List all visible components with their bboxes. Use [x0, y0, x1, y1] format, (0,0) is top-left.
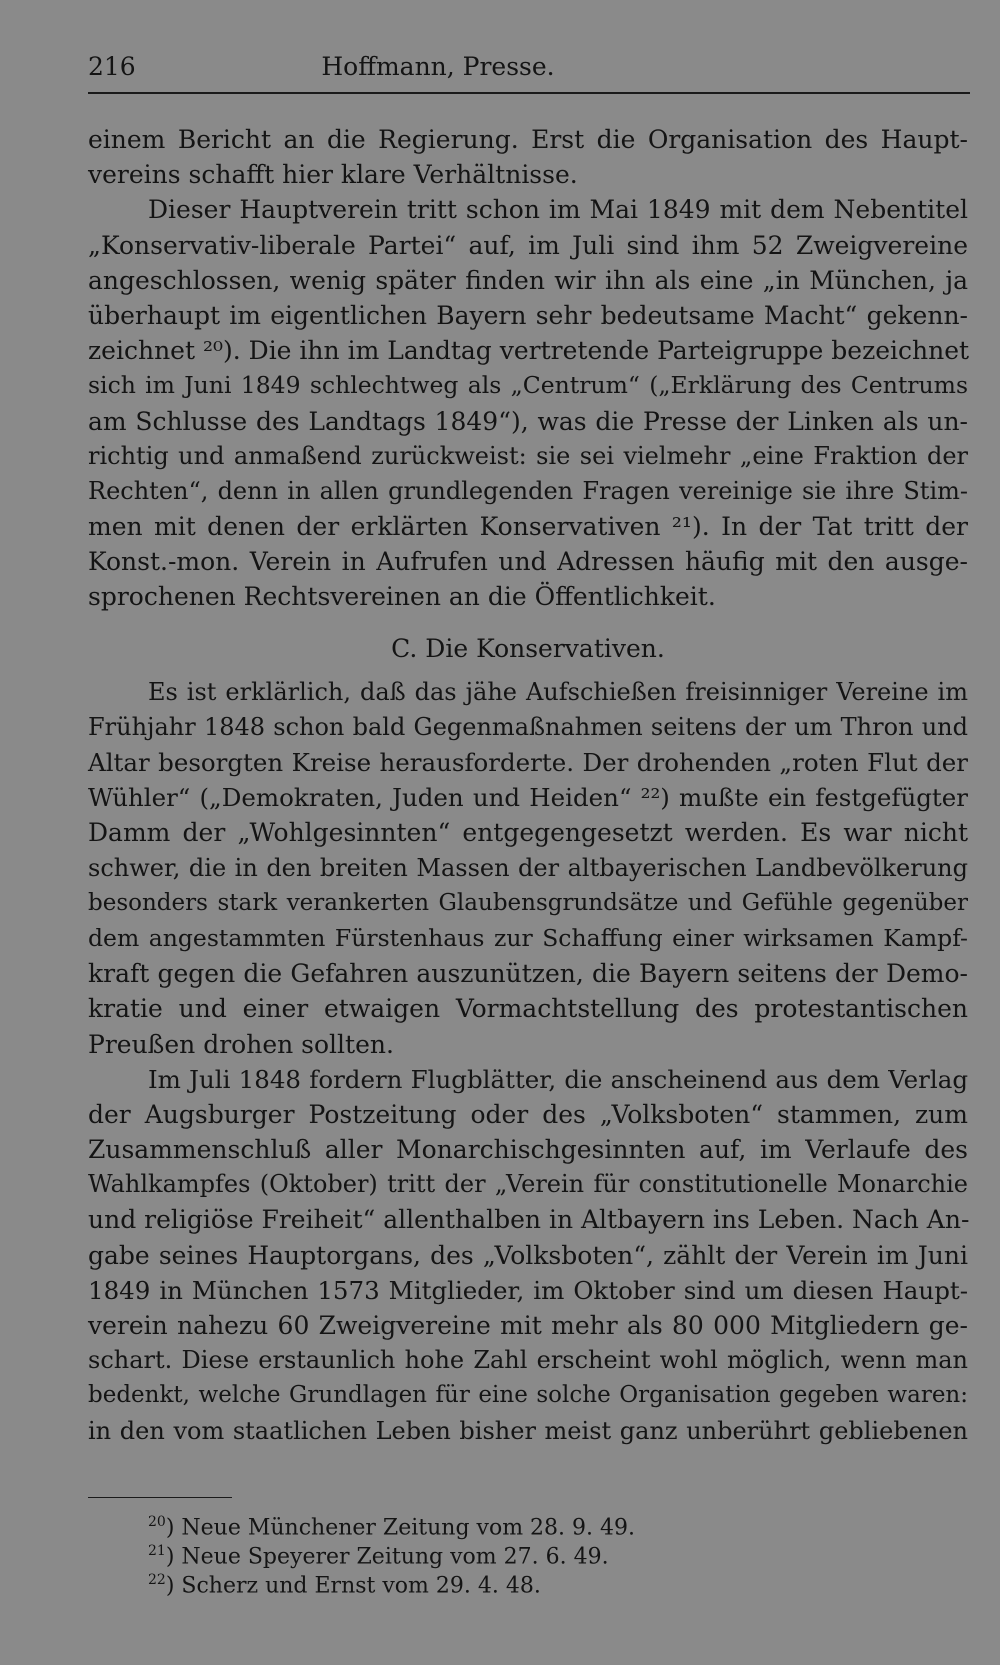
footnote-text: ) Scherz und Ernst vom 29. 4. 48.: [165, 1573, 541, 1599]
text-line: Rechten“, denn in allen grundlegenden Fragen vereinige sie ihre Stim-: [88, 476, 968, 505]
footnote-rule: [88, 1497, 232, 1498]
text-line: Es ist erklärlich, daß das jähe Aufschießen freisinniger Vereine im: [148, 677, 968, 706]
text-line: richtig und anmaßend zurückweist: sie sei vielmehr „eine Fraktion der: [88, 441, 968, 470]
page-number: 216: [88, 52, 136, 81]
footnote-number: 21: [148, 1543, 166, 1559]
text-line: verein nahezu 60 Zweigvereine mit mehr als 80 000 Mitgliedern ge-: [88, 1311, 968, 1340]
text-line: besonders stark verankerten Glaubensgrundsätze und Gefühle gegenüber: [88, 889, 968, 916]
text-line: Zusammenschluß aller Monarchischgesinnten auf, im Verlaufe des: [88, 1135, 968, 1165]
text-line: und religiöse Freiheit“ allenthalben in Altbayern ins Leben. Nach An-: [88, 1205, 970, 1235]
footnote: [148, 1537, 848, 1570]
text-line: Dieser Hauptverein tritt schon im Mai 1849 mit dem Nebentitel: [148, 195, 968, 225]
text-line: sich im Juni 1849 schlechtweg als „Centrum“ („Erklärung des Centrums: [88, 371, 968, 400]
footnote-text: ) Neue Münchener Zeitung vom 28. 9. 49.: [165, 1515, 636, 1541]
text-line: sprochenen Rechtsvereinen an die Öffentlichkeit.: [88, 582, 716, 612]
footnote-number: 22: [148, 1572, 166, 1588]
text-line: kratie und einer etwaigen Vormachtstellung des protestantischen: [88, 994, 968, 1024]
text-line: einem Bericht an die Regierung. Erst die Organisation des Haupt-: [88, 125, 968, 154]
footnote-text: ) Neue Speyerer Zeitung vom 27. 6. 49.: [165, 1544, 609, 1570]
text-line: Damm der „Wohlgesinnten“ entgegengesetzt werden. Es war nicht: [88, 818, 968, 848]
text-line: Altar besorgten Kreise herausforderte. Der drohenden „roten Flut der: [88, 748, 968, 777]
text-line: schwer, die in den breiten Massen der altbayerischen Landbevölkerung: [88, 853, 968, 882]
text-line: am Schlusse des Landtags 1849“), was die Presse der Linken als un-: [88, 406, 968, 436]
text-line: der Augsburger Postzeitung oder des „Volksboten“ stammen, zum: [88, 1099, 968, 1129]
running-head: [88, 52, 968, 88]
text-line: angeschlossen, wenig später finden wir ihn als eine „in München, ja: [88, 265, 968, 295]
text-line: vereins schafft hier klare Verhältnisse.: [88, 160, 578, 190]
text-line: in den vom staatlichen Leben bisher meist ganz unberührt gebliebenen: [88, 1416, 968, 1445]
text-line: kraft gegen die Gefahren auszunützen, die Bayern seitens der Demo-: [88, 959, 968, 989]
text-line: schart. Diese erstaunlich hohe Zahl erscheint wohl möglich, wenn man: [88, 1346, 968, 1375]
footnotes: [148, 1508, 848, 1599]
text-line: men mit denen der erklärten Konservativen ²¹). In der Tat tritt der: [88, 512, 968, 542]
text-line: Wühler“ („Demokraten, Juden und Heiden“ ²²) mußte ein festgefügter: [88, 783, 968, 813]
text-line: überhaupt im eigentlichen Bayern sehr bedeutsame Macht“ gekenn-: [88, 300, 968, 330]
running-title: Hoffmann, Presse.: [321, 52, 555, 81]
text-line: dem angestammten Fürstenhaus zur Schaffung einer wirksamen Kampf-: [88, 923, 968, 952]
text-line: Preußen drohen sollten.: [88, 1029, 394, 1059]
text-line: bedenkt, welche Grundlagen für eine solche Organisation gegeben waren:: [88, 1382, 968, 1409]
text-line: „Konservativ-liberale Partei“ auf, im Juli sind ihm 52 Zweigvereine: [88, 230, 968, 260]
text-line: Frühjahr 1848 schon bald Gegenmaßnahmen seitens der um Thron und: [88, 712, 968, 741]
section-heading: C. Die Konservativen.: [391, 633, 665, 663]
text-line: 1849 in München 1573 Mitglieder, im Oktober sind um diesen Haupt-: [88, 1275, 968, 1305]
text-line: Wahlkampfes (Oktober) tritt der „Verein für constitutionelle Monarchie: [88, 1170, 968, 1199]
text-line: zeichnet ²⁰). Die ihn im Landtag vertretende Parteigruppe bezeichnet: [88, 336, 970, 366]
text-line: Konst.-mon. Verein in Aufrufen und Adressen häufig mit den ausge-: [88, 547, 968, 577]
footnote: [148, 1508, 848, 1541]
body-text: [88, 122, 968, 1449]
footnote: [148, 1566, 848, 1599]
header-rule: [88, 92, 970, 94]
text-line: Im Juli 1848 fordern Flugblätter, die anscheinend aus dem Verlag: [148, 1064, 968, 1094]
text-line: gabe seines Hauptorgans, des „Volksboten“, zählt der Verein im Juni: [88, 1240, 968, 1270]
footnote-number: 20: [148, 1514, 166, 1530]
